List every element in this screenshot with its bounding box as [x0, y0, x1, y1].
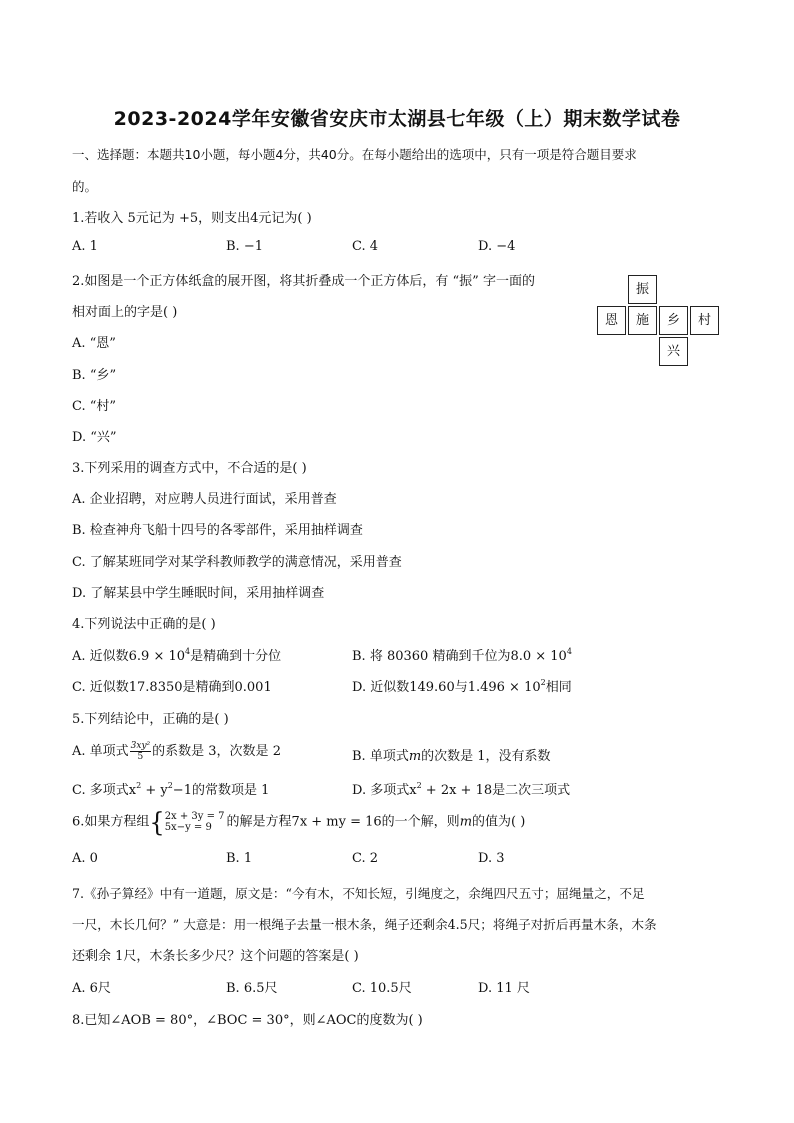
- q6-option-c: C. 2: [352, 851, 379, 866]
- section-heading-line2: 的。: [72, 179, 98, 194]
- q5-option-a: A. 单项式 $\frac{\text{3xy²}}{5}$ 的系数是 3，次数是 2: [72, 741, 281, 762]
- q7-option-d: D. 11 尺: [478, 981, 530, 996]
- net-cell-4: 村: [690, 306, 719, 335]
- q7-stem-line1: 7.《孙子算经》中有一道题，原文是：“今有木，不知长短，引绳度之，余绳四尺五寸；屈绳量之，不足: [72, 886, 645, 901]
- equation-system: 2x + 3y = 7 5x−y = 9: [164, 811, 225, 833]
- q3-option-d: D. 了解某县中学生睡眠时间，采用抽样调查: [72, 586, 325, 601]
- q6-stem: 6.如果方程组{ 2x + 3y = 7 5x−y = 9 的解是方程7x + my = 16的一个解，则m的值为( ): [72, 806, 526, 838]
- fraction: $\frac{\text{3xy²}}{5}$: [130, 741, 151, 762]
- q5-stem: 5.下列结论中，正确的是( ): [72, 712, 229, 727]
- q6-option-d: D. 3: [478, 851, 505, 866]
- net-cell-2: 施: [628, 306, 657, 335]
- q4-option-d: D. 近似数149.60与$1.496 \times 10^2$相同: [352, 678, 572, 695]
- q7-option-b: B. 6.5尺: [226, 981, 278, 996]
- q3-stem: 3.下列采用的调查方式中，不合适的是( ): [72, 461, 307, 476]
- q7-stem-line3: 还剩余 1尺，木条长多少尺？这个问题的答案是( ): [72, 949, 359, 964]
- q2-stem-line1: 2.如图是一个正方体纸盒的展开图，将其折叠成一个正方体后，有 “振” 字一面的: [72, 274, 535, 289]
- q4-option-a: A. 近似数$6.9 \times 10^4$是精确到十分位: [72, 647, 282, 664]
- net-cell-top: 振: [628, 275, 657, 304]
- q2-option-d: D. “兴”: [72, 430, 117, 445]
- q1-stem: 1.若收入 5元记为 +5，则支出4元记为( ): [72, 211, 312, 226]
- q2-stem-line2: 相对面上的字是( ): [72, 305, 178, 320]
- q5-option-d: D. 多项式$x^2 + 2x + 18$是二次三项式: [352, 781, 571, 798]
- page-title: 2023-2024学年安徽省安庆市太湖县七年级（上）期末数学试卷: [113, 108, 681, 130]
- q1-option-b: B. −1: [226, 239, 263, 254]
- q1-option-a: A. 1: [72, 239, 98, 254]
- q1-option-d: D. −4: [478, 239, 516, 254]
- brace-symbol: {: [149, 806, 165, 838]
- q2-option-c: C. “村”: [72, 399, 117, 414]
- q2-option-a: A. “恩”: [72, 336, 116, 351]
- q3-option-c: C. 了解某班同学对某学科教师教学的满意情况，采用普查: [72, 555, 402, 570]
- net-cell-3: 乡: [659, 306, 688, 335]
- net-cell-bottom: 兴: [659, 337, 688, 366]
- q4-stem: 4.下列说法中正确的是( ): [72, 617, 216, 632]
- q1-option-c: C. 4: [352, 239, 379, 254]
- q2-option-b: B. “乡”: [72, 368, 117, 383]
- q6-option-b: B. 1: [226, 851, 253, 866]
- q4-option-c: C. 近似数17.8350是精确到0.001: [72, 680, 272, 695]
- q8-stem: 8.已知∠AOB = 80°，∠BOC = 30°，则∠AOC的度数为( ): [72, 1013, 423, 1028]
- q3-option-a: A. 企业招聘，对应聘人员进行面试，采用普查: [72, 492, 337, 507]
- q5-option-b: B. 单项式m的次数是 1，没有系数: [352, 749, 551, 764]
- q7-option-a: A. 6尺: [72, 981, 111, 996]
- q5-option-c: C. 多项式$x^2 + y^2-1$的常数项是 1: [72, 781, 270, 798]
- q6-option-a: A. 0: [72, 851, 98, 866]
- section-heading-line1: 一、选择题：本题共10小题，每小题4分，共40分。在每小题给出的选项中，只有一项是符合题目要求: [72, 147, 637, 162]
- q7-stem-line2: 一尺，木长几何？” 大意是：用一根绳子去量一根木条，绳子还剩余4.5尺；将绳子对折后再量木条，木条: [72, 917, 657, 932]
- net-cell-1: 恩: [597, 306, 626, 335]
- q7-option-c: C. 10.5尺: [352, 981, 412, 996]
- q3-option-b: B. 检查神舟飞船十四号的各零部件，采用抽样调查: [72, 523, 363, 538]
- q4-option-b: B. 将 80360 精确到千位为$8.0 \times 10^4$: [352, 647, 572, 664]
